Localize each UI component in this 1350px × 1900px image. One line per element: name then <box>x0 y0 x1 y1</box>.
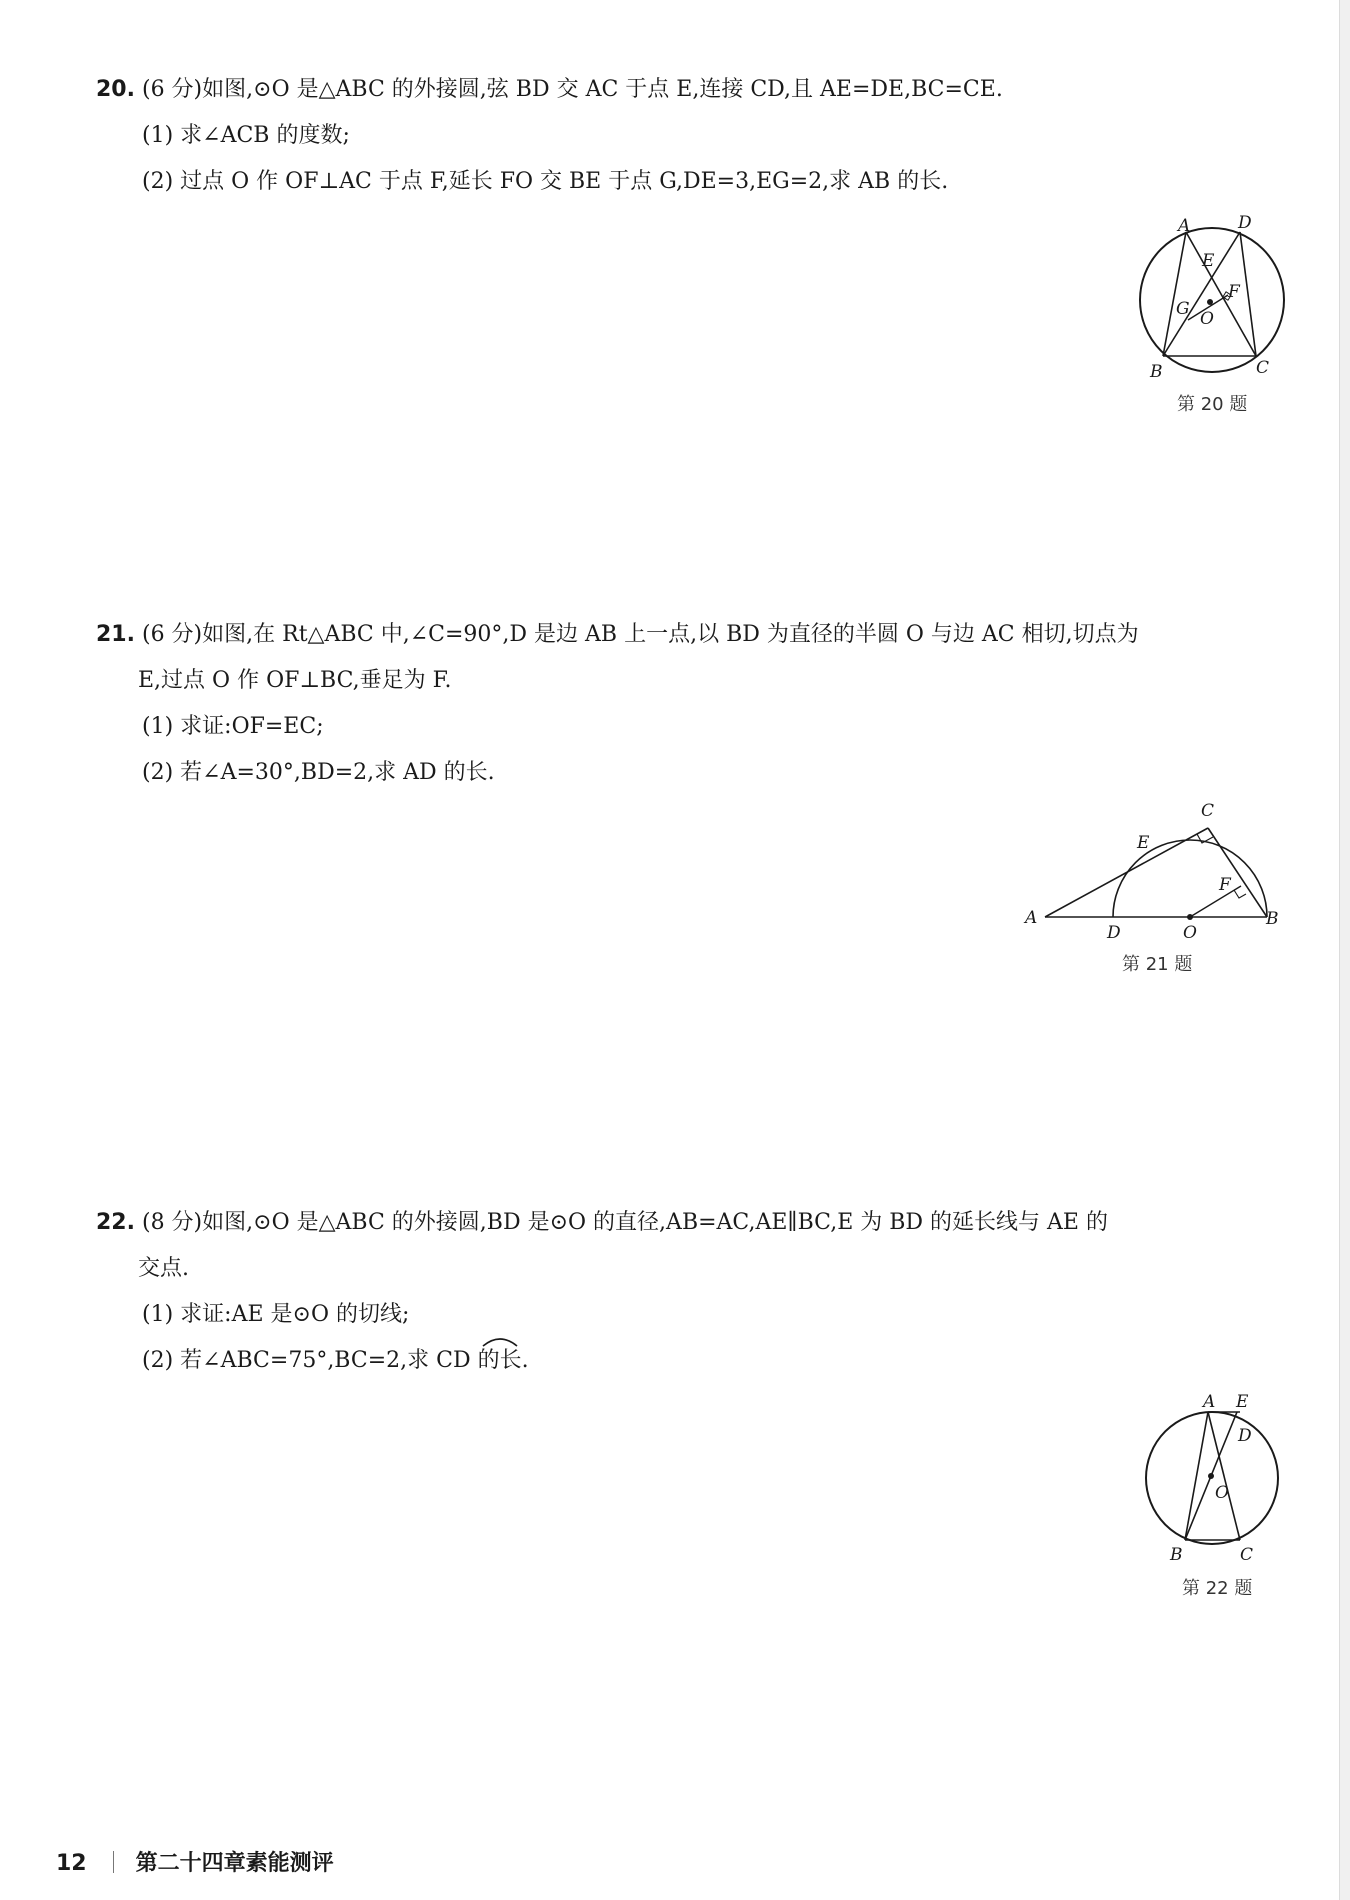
problem-stem: (8 分)如图,⊙O 是△ABC 的外接圆,BD 是⊙O 的直径,AB=AC,AE∥BC,E 为 BD 的延长线与 AE 的 <box>141 1210 1108 1235</box>
problem-part: (1) 求∠ACB 的度数; <box>142 123 350 148</box>
label-F: F <box>1219 875 1231 895</box>
problem-number: 20. <box>96 77 135 102</box>
page-footer <box>56 1846 334 1877</box>
label-B: B <box>1150 362 1163 380</box>
label-B: B <box>1170 1545 1183 1565</box>
problem-part: (2) 若∠ABC=75°,BC=2,求 CD 的长. <box>142 1348 529 1373</box>
label-A: A <box>1178 216 1191 236</box>
problem-part: (2) 若∠A=30°,BD=2,求 AD 的长. <box>142 760 495 785</box>
label-D: D <box>1107 923 1121 943</box>
figure-caption: 第 22 题 <box>1182 1578 1253 1599</box>
label-G: G <box>1176 299 1190 319</box>
label-B: B <box>1266 909 1279 929</box>
label-C: C <box>1240 1545 1254 1565</box>
label-A: A <box>1203 1392 1216 1412</box>
problem-number: 22. <box>96 1210 135 1235</box>
label-O: O <box>1215 1483 1229 1503</box>
label-E: E <box>1236 1392 1249 1412</box>
figure-22 <box>1130 1390 1290 1570</box>
arc-symbol-icon <box>480 1334 520 1348</box>
footer-divider <box>113 1851 114 1873</box>
page-edge-bar <box>1339 0 1350 1900</box>
label-C: C <box>1256 358 1270 378</box>
problem-number: 21. <box>96 622 135 647</box>
chapter-title: 第二十四章素能测评 <box>135 1851 334 1876</box>
label-O: O <box>1200 309 1214 329</box>
problem-stem-continued: E,过点 O 作 OF⊥BC,垂足为 F. <box>138 668 452 693</box>
problem-stem-continued: 交点. <box>138 1256 189 1281</box>
label-D: D <box>1238 213 1252 233</box>
label-F: F <box>1228 282 1240 302</box>
label-E: E <box>1202 251 1215 271</box>
label-A: A <box>1025 908 1038 928</box>
problem-part: (1) 求证:AE 是⊙O 的切线; <box>142 1302 410 1327</box>
problem-stem: (6 分)如图,⊙O 是△ABC 的外接圆,弦 BD 交 AC 于点 E,连接 CD,且 AE=DE,BC=CE. <box>141 77 1003 102</box>
figure-20 <box>1130 210 1290 380</box>
problem-stem: (6 分)如图,在 Rt△ABC 中,∠C=90°,D 是边 AB 上一点,以 BD 为直径的半圆 O 与边 AC 相切,切点为 <box>141 622 1139 647</box>
figure-21 <box>1020 800 1290 950</box>
page-number: 12 <box>56 1851 87 1876</box>
problem-part: (2) 过点 O 作 OF⊥AC 于点 F,延长 FO 交 BE 于点 G,DE=3,EG=2,求 AB 的长. <box>142 169 949 194</box>
label-O: O <box>1183 923 1197 943</box>
figure-caption: 第 21 题 <box>1122 954 1193 975</box>
label-C: C <box>1201 801 1215 821</box>
label-E: E <box>1137 833 1150 853</box>
problem-part: (1) 求证:OF=EC; <box>142 714 324 739</box>
figure-caption: 第 20 题 <box>1177 394 1248 415</box>
label-D: D <box>1238 1426 1252 1446</box>
